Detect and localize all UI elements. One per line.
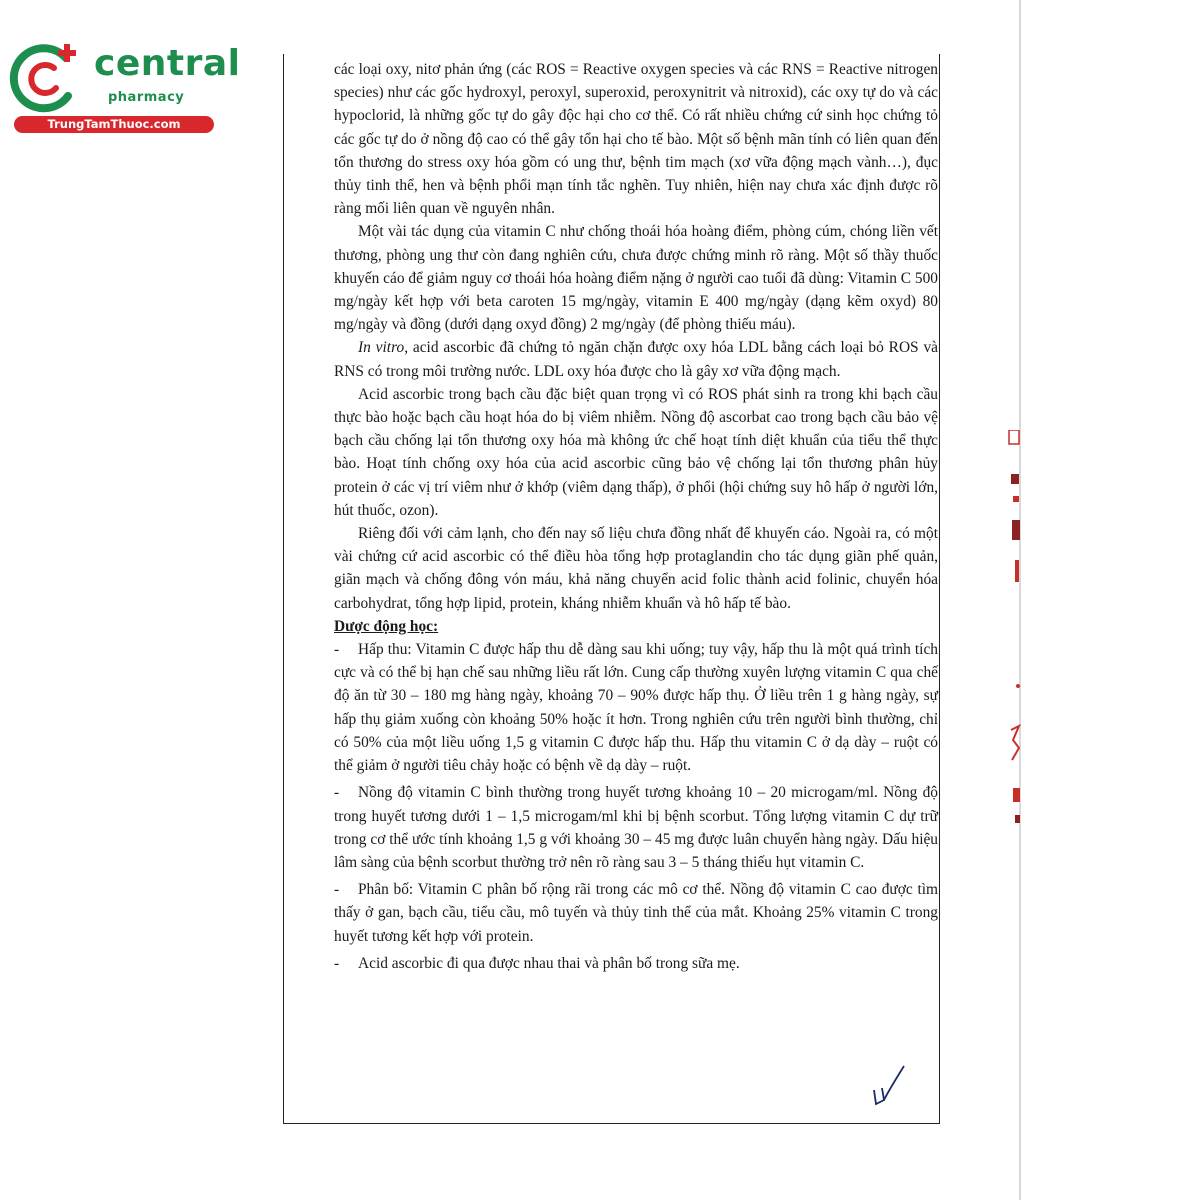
- brand-subtitle: pharmacy: [108, 90, 185, 105]
- bullet-text: Hấp thu: Vitamin C được hấp thu dễ dàng sau khi uống; tuy vậy, hấp thu là một quá trình tích cực và có thể bị hạn chế sau những liều rất lớn. Cung cấp thường xuyên lượng vitamin C qua chế độ ăn từ 30 – 180 mg hàng ngày, khoảng 70 – 90% được hấp thụ. Ở liều trên 1 g hàng ngày, sự hấp thụ giảm xuống còn khoảng 50% hoặc ít hơn. Trong nghiên cứu trên người bình thường, chỉ có 50% của một liều uống 1,5 g vitamin C được hấp thu. Hấp thu vitamin C ở dạ dày – ruột có thể giảm ở người tiêu chảy hoặc có bệnh về dạ dày – ruột.: [334, 641, 938, 775]
- bullet-dash: -: [334, 954, 340, 972]
- brand-website: TrungTamThuoc.com: [14, 116, 214, 133]
- bullet-dash: -: [334, 881, 340, 899]
- paragraph-leukocytes: Acid ascorbic trong bạch cầu đặc biệt quan trọng vì có ROS phát sinh ra trong khi bạch cầu thực bào hoặc bạch cầu hoạt hóa do bị viêm nhiễm. Nồng độ ascorbat cao trong bạch cầu bảo vệ bạch cầu chống lại tổn thương oxy hóa mà không ức chế hoạt tính diệt khuẩn của tiểu thể thực bào. Hoạt tính chống oxy hóa của acid ascorbic cũng bảo vệ chống lại tổn thương phân hủy protein ở các vị trí viêm như ở khớp (viêm dạng thấp), ở phổi (hội chứng suy hô hấp ở người lớn, hút thuốc, ozon).: [334, 385, 938, 519]
- document-body: [334, 58, 938, 975]
- bullet-text: Acid ascorbic đi qua được nhau thai và phân bố trong sữa mẹ.: [358, 954, 740, 972]
- central-pharmacy-logo[interactable]: [8, 38, 241, 138]
- pharmacokinetics-heading: [334, 615, 938, 638]
- logo-mark-icon: [8, 38, 88, 118]
- bullet-absorption: [334, 638, 938, 777]
- section-heading: Dược động học:: [334, 617, 439, 635]
- bullet-plasma-concentration: [334, 781, 938, 874]
- partial-stamp-mark: [1003, 430, 1021, 830]
- in-vitro-text: , acid ascorbic đã chứng tỏ ngăn chặn được oxy hóa LDL bằng cách loại bỏ ROS và RNS có trong môi trường nước. LDL oxy hóa được cho là gây xơ vữa động mạch.: [334, 339, 939, 380]
- paragraph-vitamin-c-effects: Một vài tác dụng của vitamin C như chống thoái hóa hoàng điểm, phòng cúm, chóng liền vết thương, phòng ung thư còn đang nghiên cứu, chưa được chứng minh rõ ràng. Một số thầy thuốc khuyến cáo để giảm nguy cơ thoái hóa hoàng điểm nặng ở người cao tuổi đã dùng: Vitamin C 500 mg/ngày kết hợp với beta caroten 15 mg/ngày, vitamin E 400 mg/ngày (dạng kẽm oxyd) 80 mg/ngày và đồng (dưới dạng oxyd đồng) 2 mg/ngày (để phòng thiếu máu).: [334, 223, 938, 334]
- handwritten-initial: [868, 1060, 908, 1120]
- paragraph-free-radicals: các loại oxy, nitơ phản ứng (các ROS = Reactive oxygen species và các RNS = Reactive nitrogen species) như các gốc hydroxyl, peroxyl, superoxid, peroxynitrit và nitroxid), các oxy tự do và các hypoclorid, là những gốc tự do gây độc hại cho cơ thể. Có rất nhiều chứng cứ sinh học chứng tỏ các gốc tự do ở nồng độ cao có thể gây tổn hại cho tế bào. Một số bệnh mãn tính có liên quan đến tổn thương do stress oxy hóa gồm có ung thư, bệnh tim mạch (xơ vữa động mạch vành…), đục thủy tinh thể, hen và bệnh phổi mạn tính tắc nghẽn. Tuy nhiên, hiện nay chưa xác định được rõ ràng mối liên quan về nguyên nhân.: [334, 61, 938, 218]
- bullet-text: Nồng độ vitamin C bình thường trong huyết tương khoảng 10 – 20 microgam/ml. Nồng độ trong huyết tương dưới 1 – 1,5 microgam/ml khi bị bệnh scorbut. Tổng lượng vitamin C dự trữ trong cơ thể ước tính khoảng 1,5 g với khoảng 30 – 45 mg được luân chuyển hàng ngày. Dấu hiệu lâm sàng của bệnh scorbut thường trở nên rõ ràng sau 3 – 5 tháng thiếu hụt vitamin C.: [334, 784, 938, 871]
- bullet-text: Phân bố: Vitamin C phân bố rộng rãi trong các mô cơ thể. Nồng độ vitamin C cao được tìm thấy ở gan, bạch cầu, tiểu cầu, mô tuyến và thủy tinh thể của mắt. Khoảng 25% vitamin C trong huyết tương kết hợp với protein.: [334, 881, 938, 945]
- brand-name: central: [94, 43, 241, 84]
- bullet-distribution: [334, 878, 938, 948]
- bullet-dash: -: [334, 641, 340, 659]
- paragraph-common-cold: Riêng đối với cảm lạnh, cho đến nay số liệu chưa đồng nhất để khuyến cáo. Ngoài ra, có một vài chứng cứ acid ascorbic có thể điều hòa tổng hợp protaglandin cho tác dụng giãn phế quản, giãn mạch và chống đông vón máu, khả năng chuyển acid folic thành acid folinic, chuyển hóa carbohydrat, tổng hợp lipid, protein, kháng nhiễm khuẩn và hô hấp tế bào.: [334, 525, 938, 612]
- bullet-dash: -: [334, 784, 340, 802]
- bullet-placenta: [334, 952, 938, 975]
- paragraph-in-vitro: [334, 336, 938, 382]
- in-vitro-italic: In vitro: [358, 339, 405, 357]
